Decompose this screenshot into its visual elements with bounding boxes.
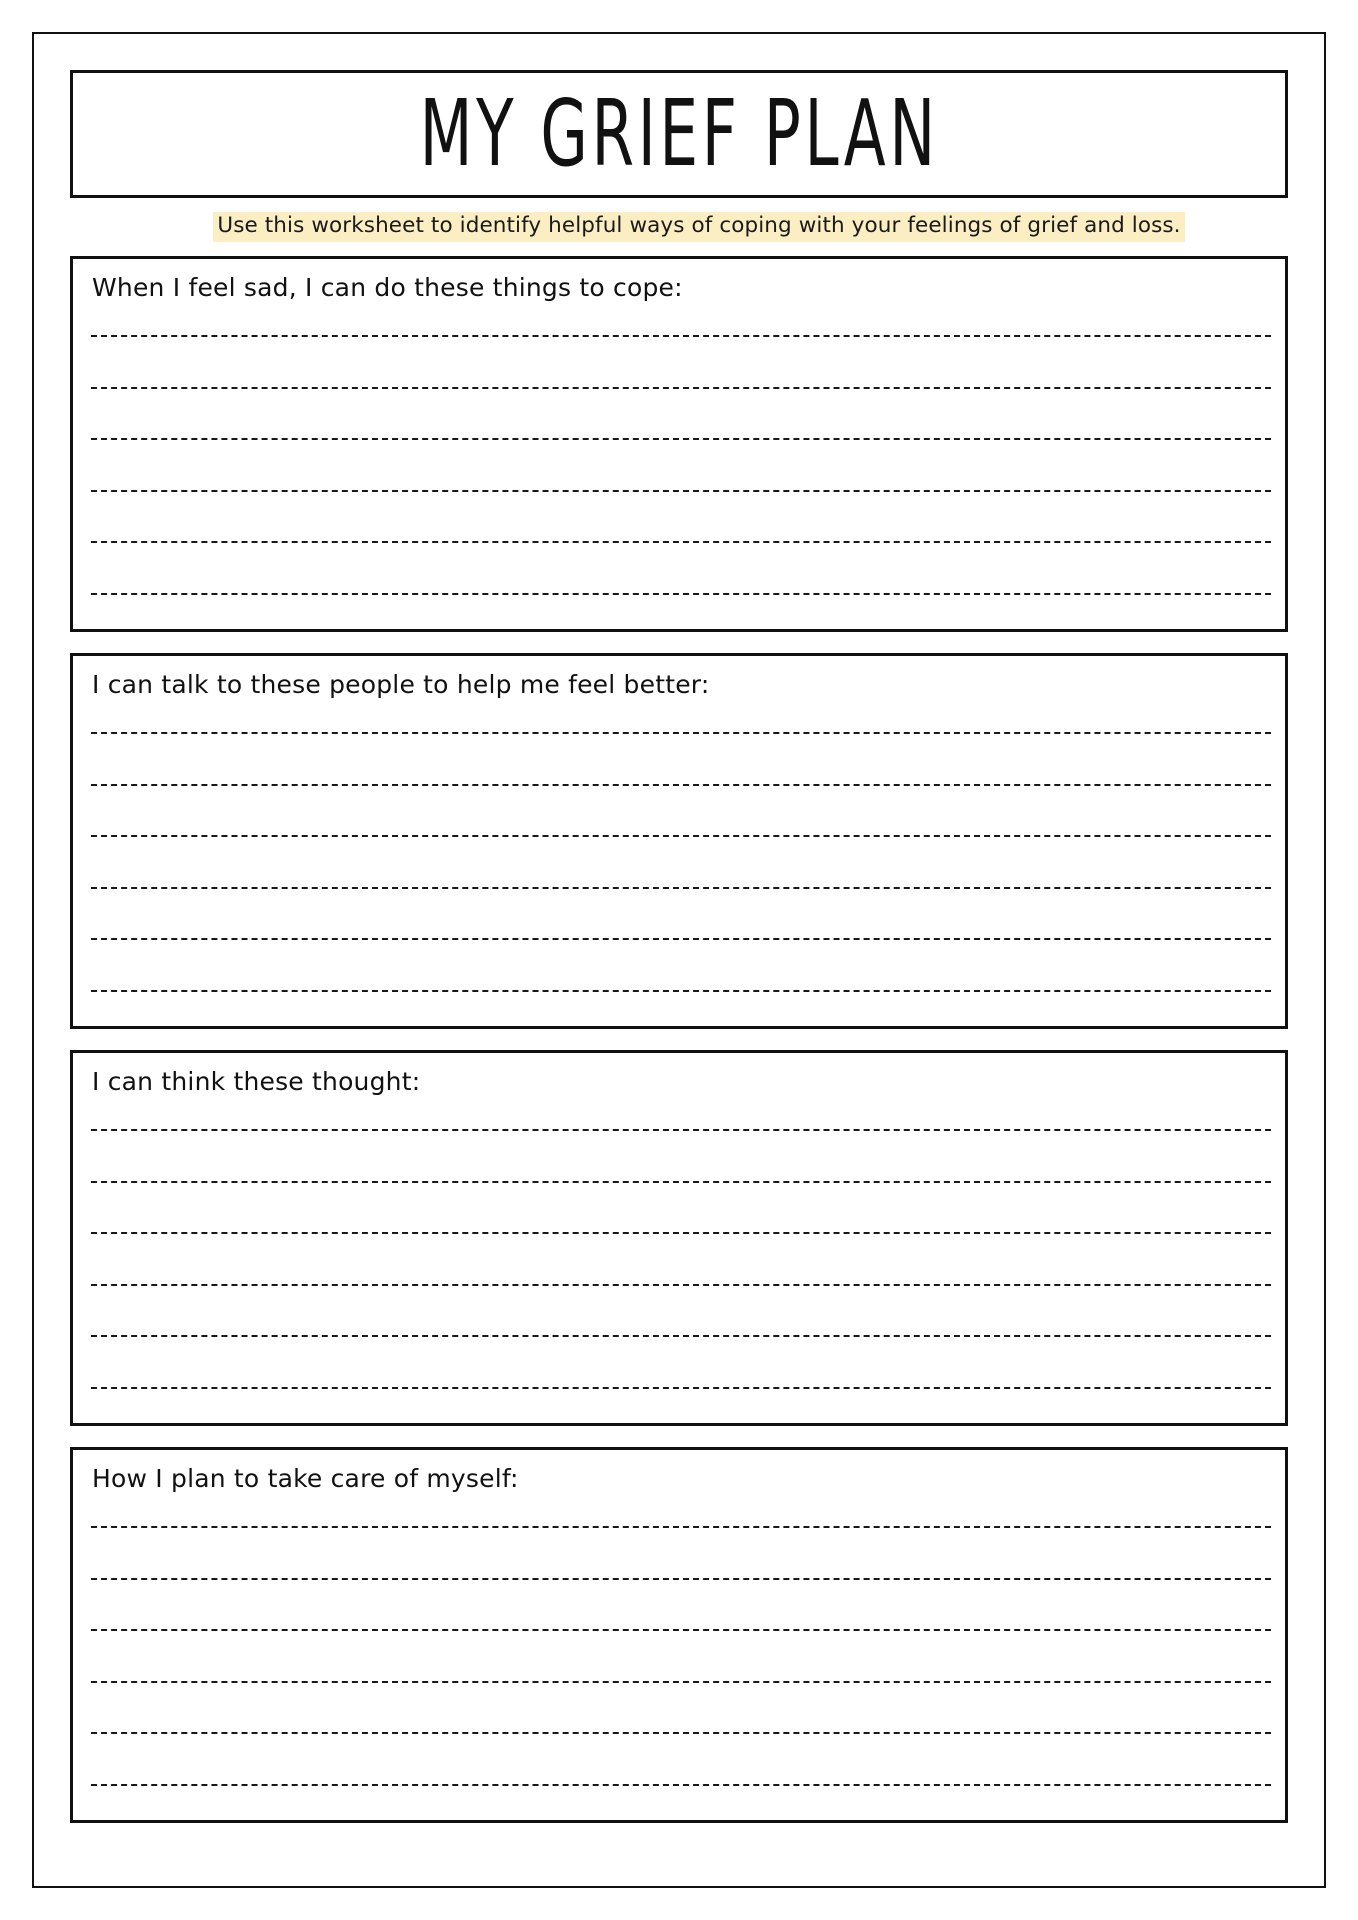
write-line[interactable]: [91, 1578, 1271, 1580]
write-line[interactable]: [91, 438, 1271, 440]
writing-lines-4[interactable]: [91, 1526, 1271, 1786]
write-line[interactable]: [91, 541, 1271, 543]
write-line[interactable]: [91, 1232, 1271, 1234]
section-box-4: [70, 1447, 1288, 1823]
write-line[interactable]: [91, 887, 1271, 889]
write-line[interactable]: [91, 835, 1271, 837]
write-line[interactable]: [91, 387, 1271, 389]
write-line[interactable]: [91, 1629, 1271, 1631]
section-box-1: [70, 256, 1288, 632]
section-box-3: [70, 1050, 1288, 1426]
write-line[interactable]: [91, 335, 1271, 337]
write-line[interactable]: [91, 784, 1271, 786]
worksheet-content: [70, 70, 1288, 1823]
worksheet-instructions: Use this worksheet to identify helpful ways of coping with your feelings of grief and loss.: [213, 212, 1184, 242]
write-line[interactable]: [91, 1784, 1271, 1786]
write-line[interactable]: [91, 593, 1271, 595]
section-prompt-3: I can think these thought:: [92, 1067, 421, 1096]
write-line[interactable]: [91, 1681, 1271, 1683]
write-line[interactable]: [91, 1387, 1271, 1389]
writing-lines-2[interactable]: [91, 732, 1271, 992]
write-line[interactable]: [91, 490, 1271, 492]
section-prompt-4: How I plan to take care of myself:: [92, 1464, 519, 1493]
writing-lines-3[interactable]: [91, 1129, 1271, 1389]
write-line[interactable]: [91, 1181, 1271, 1183]
write-line[interactable]: [91, 1335, 1271, 1337]
writing-lines-1[interactable]: [91, 335, 1271, 595]
write-line[interactable]: [91, 732, 1271, 734]
write-line[interactable]: [91, 990, 1271, 992]
section-prompt-2: I can talk to these people to help me feel better:: [92, 670, 710, 699]
write-line[interactable]: [91, 1129, 1271, 1131]
subtitle-row: [70, 198, 1288, 256]
section-list: [70, 256, 1288, 1823]
title-box: [70, 70, 1288, 198]
write-line[interactable]: [91, 1284, 1271, 1286]
write-line[interactable]: [91, 938, 1271, 940]
write-line[interactable]: [91, 1732, 1271, 1734]
section-box-2: [70, 653, 1288, 1029]
write-line[interactable]: [91, 1526, 1271, 1528]
page-title: MY GRIEF PLAN: [419, 80, 939, 188]
section-prompt-1: When I feel sad, I can do these things to cope:: [92, 273, 683, 302]
